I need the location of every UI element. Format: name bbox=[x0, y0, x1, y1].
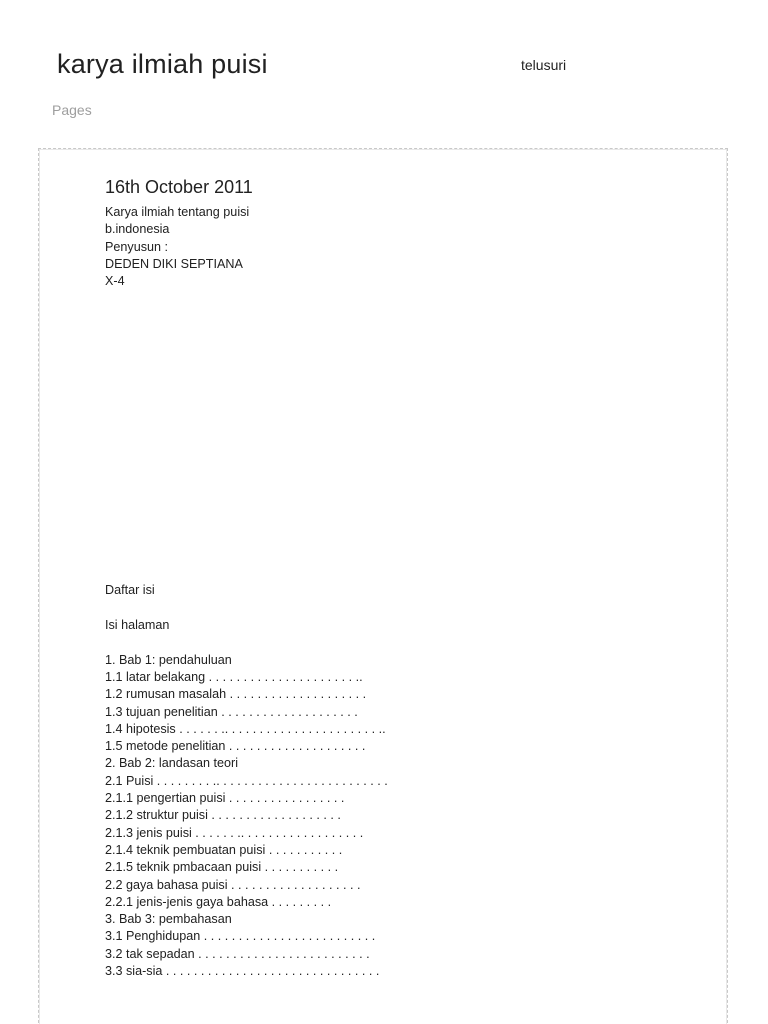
toc-item: 3.3 sia-sia . . . . . . . . . . . . . . . . . . . . . . . . . . . . . . . bbox=[105, 964, 380, 979]
toc-item: 2. Bab 2: landasan teori bbox=[105, 756, 239, 771]
toc-item: 1.3 tujuan penelitian . . . . . . . . . . . . . . . . . . . . bbox=[105, 704, 358, 719]
intro-line: X-4 bbox=[105, 274, 125, 289]
spacer bbox=[105, 290, 665, 582]
toc-item: 2.1.2 struktur puisi . . . . . . . . . . . . . . . . . . . bbox=[105, 808, 341, 823]
intro-line: b.indonesia bbox=[105, 222, 170, 237]
toc-item: 2.1 Puisi . . . . . . . . .. . . . . . . . . . . . . . . . . . . . . . . . . bbox=[105, 773, 388, 788]
toc-item: 2.2 gaya bahasa puisi . . . . . . . . . . . . . . . . . . . bbox=[105, 877, 361, 892]
post-body bbox=[105, 204, 665, 980]
toc-item: 1. Bab 1: pendahuluan bbox=[105, 652, 232, 667]
blog-title[interactable]: karya ilmiah puisi bbox=[57, 49, 268, 79]
toc-item: 3. Bab 3: pembahasan bbox=[105, 912, 232, 927]
search-link[interactable]: telusuri bbox=[521, 57, 567, 73]
toc-subtitle: Isi halaman bbox=[105, 618, 170, 633]
intro-line: Penyusun : bbox=[105, 239, 169, 254]
toc-item: 1.4 hipotesis . . . . . . .. . . . . . . . . . . . . . . . . . . . . . .. bbox=[105, 721, 386, 736]
blank-line bbox=[105, 600, 665, 617]
intro-line: Karya ilmiah tentang puisi bbox=[105, 205, 250, 219]
intro-line: DEDEN DIKI SEPTIANA bbox=[105, 256, 243, 271]
toc-item: 1.5 metode penelitian . . . . . . . . . . . . . . . . . . . . bbox=[105, 739, 366, 754]
toc-item: 2.1.5 teknik pmbacaan puisi . . . . . . . . . . . bbox=[105, 860, 339, 875]
post-date[interactable]: 16th October 2011 bbox=[105, 177, 253, 197]
toc-item: 2.1.3 jenis puisi . . . . . . .. . . . . . . . . . . . . . . . . . bbox=[105, 825, 364, 840]
toc-item: 1.2 rumusan masalah . . . . . . . . . . . . . . . . . . . . bbox=[105, 687, 367, 702]
toc-item: 2.1.4 teknik pembuatan puisi . . . . . . . . . . . bbox=[105, 842, 343, 857]
blank-line bbox=[105, 634, 665, 651]
toc-item: 2.2.1 jenis-jenis gaya bahasa . . . . . . . . . bbox=[105, 894, 332, 909]
toc-item: 2.1.1 pengertian puisi . . . . . . . . . . . . . . . . . bbox=[105, 791, 345, 806]
toc-title: Daftar isi bbox=[105, 583, 155, 598]
toc-item: 1.1 latar belakang . . . . . . . . . . . . . . . . . . . . . .. bbox=[105, 669, 363, 684]
pages-link[interactable]: Pages bbox=[52, 102, 92, 118]
toc-item: 3.1 Penghidupan . . . . . . . . . . . . . . . . . . . . . . . . . bbox=[105, 929, 376, 944]
toc-item: 3.2 tak sepadan . . . . . . . . . . . . . . . . . . . . . . . . . bbox=[105, 946, 370, 961]
